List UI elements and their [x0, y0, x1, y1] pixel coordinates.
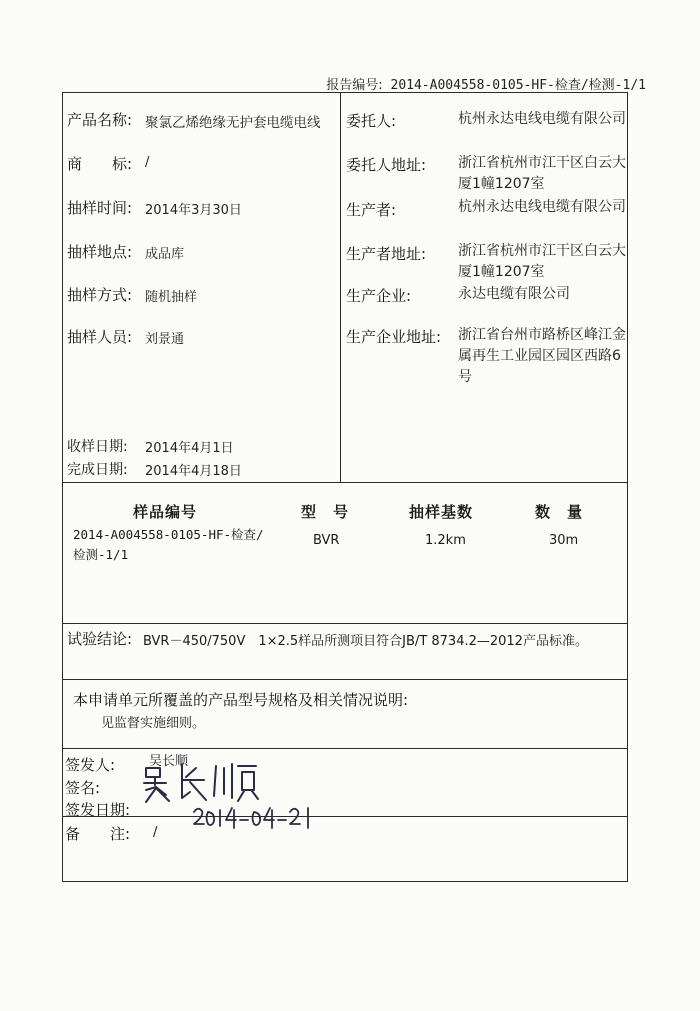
trademark-label: 商 标: — [67, 155, 133, 173]
sample-base: 1.2km — [425, 533, 466, 548]
sample-quantity: 30m — [549, 533, 579, 548]
enterprise-address-label: 生产企业地址: — [346, 328, 442, 346]
handwritten-signature — [140, 758, 340, 838]
header-sample-id: 样品编号 — [133, 503, 198, 521]
producer-address-label: 生产者地址: — [346, 245, 427, 263]
header-sampling-base: 抽样基数 — [409, 503, 474, 521]
complete-date-label: 完成日期: — [67, 462, 128, 478]
receive-date-label: 收样日期: — [67, 439, 128, 455]
producer-value: 杭州永达电线电缆有限公司 — [458, 199, 626, 215]
producer-address-value: 浙江省杭州市江干区白云大厦1幢1207室 — [458, 243, 626, 280]
issue-date-label: 签发日期: — [65, 801, 131, 819]
issuer-label: 签发人: — [65, 756, 116, 774]
divider-conclusion-scope — [63, 679, 627, 680]
sampler-label: 抽样人员: — [67, 328, 133, 346]
producer-label: 生产者: — [346, 201, 397, 219]
signature-label: 签名: — [65, 779, 101, 797]
enterprise-value: 永达电缆有限公司 — [458, 286, 570, 302]
sampling-method-value: 随机抽样 — [145, 290, 198, 305]
sample-model: BVR — [313, 533, 340, 548]
client-label: 委托人: — [346, 112, 397, 130]
report-number-label: 报告编号: — [326, 78, 383, 93]
trademark-value: / — [145, 155, 150, 170]
divider-scope-sign — [63, 748, 627, 749]
report-number-value: 2014-A004558-0105-HF-检查/检测-1/1 — [390, 78, 646, 93]
sample-id-line1: 2014-A004558-0105-HF-检查/ — [73, 527, 264, 542]
complete-date-value: 2014年4月18日 — [145, 464, 242, 479]
sampling-time-label: 抽样时间: — [67, 199, 133, 217]
conclusion-label: 试验结论: — [67, 630, 133, 648]
sample-id-line2: 检测-1/1 — [73, 547, 129, 562]
header-quantity: 数 量 — [535, 503, 584, 521]
enterprise-address-value: 浙江省台州市路桥区峰江金属再生工业园区园区西路6号 — [458, 327, 626, 385]
report-number — [326, 74, 646, 93]
client-address-value: 浙江省杭州市江干区白云大厦1幢1207室 — [458, 155, 626, 192]
header-model: 型 号 — [301, 503, 350, 521]
sampling-time-value: 2014年3月30日 — [145, 203, 242, 218]
scope-title: 本申请单元所覆盖的产品型号规格及相关情况说明: — [73, 691, 409, 709]
product-name-value: 聚氯乙烯绝缘无护套电缆电线 — [145, 115, 321, 131]
client-address-label: 委托人地址: — [346, 156, 427, 174]
issuer-value: 吴长顺 — [149, 754, 189, 769]
divider-info-sample — [63, 482, 627, 483]
receive-date-value: 2014年4月1日 — [145, 441, 234, 456]
enterprise-label: 生产企业: — [346, 287, 412, 305]
sampler-value: 刘景通 — [145, 332, 185, 347]
divider-sample-conclusion — [63, 623, 627, 624]
column-divider — [340, 93, 341, 482]
sampling-method-label: 抽样方式: — [67, 286, 133, 304]
client-value: 杭州永达电线电缆有限公司 — [458, 111, 626, 127]
remark-label: 备 注: — [65, 825, 131, 843]
sampling-place-value: 成品库 — [145, 247, 185, 262]
product-name-label: 产品名称: — [67, 111, 133, 129]
remark-value: / — [153, 825, 158, 840]
sampling-place-label: 抽样地点: — [67, 243, 133, 261]
conclusion-text: BVR－450/750V 1×2.5样品所测项目符合JB/T 8734.2—2012产品标准。 — [143, 634, 588, 649]
scope-text: 见监督实施细则。 — [101, 716, 206, 731]
